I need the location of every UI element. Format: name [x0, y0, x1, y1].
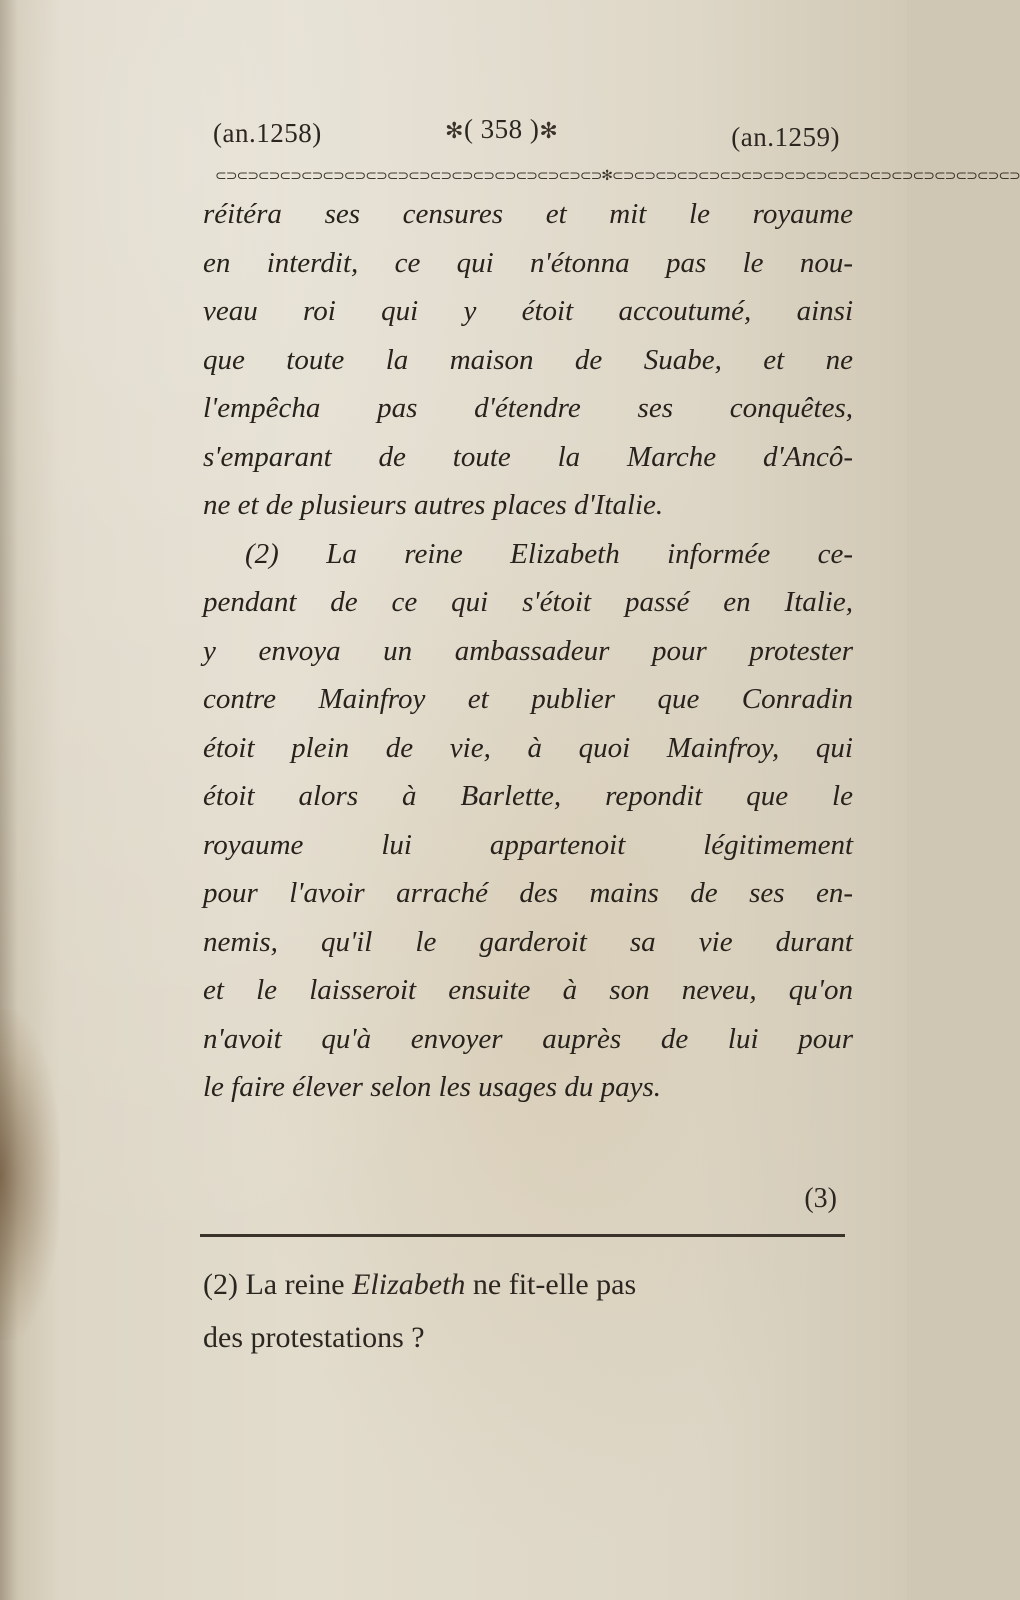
- catchword: (3): [804, 1183, 837, 1214]
- text-line: contre Mainfroy et publier que Conradin: [203, 683, 853, 715]
- text-line: réitéra ses censures et mit le royaume: [203, 198, 853, 230]
- footnote-line-2: des protestations ?: [203, 1321, 425, 1354]
- text-line: pendant de ce qui s'étoit passé en Italie,: [203, 586, 853, 618]
- text-line: l'empêcha pas d'étendre ses conquêtes,: [203, 392, 853, 424]
- text-line: veau roi qui y étoit accoutumé, ainsi: [203, 295, 853, 327]
- footnote-line-1: [203, 1258, 843, 1311]
- footnote-prefix: (2) La reine: [203, 1268, 353, 1301]
- text-line: pour l'avoir arraché des mains de ses en-: [203, 877, 853, 909]
- text-line: ne et de plusieurs autres places d'Italie.: [203, 489, 664, 521]
- page-number: [445, 114, 558, 145]
- text-line: (2) La reine Elizabeth informée ce-: [245, 537, 853, 570]
- footnote: [203, 1258, 843, 1364]
- text-line: s'emparant de toute la Marche d'Ancô-: [203, 440, 853, 473]
- footnote-suffix: ne fit-elle pas: [465, 1268, 637, 1301]
- ornament-left-icon: ✻: [445, 118, 464, 143]
- main-text: [203, 190, 853, 1112]
- page-stain: [0, 1010, 60, 1340]
- text-line: étoit alors à Barlette, repondit que le: [203, 780, 853, 812]
- text-line: nemis, qu'il le garderoit sa vie durant: [203, 925, 853, 958]
- text-line: n'avoit qu'à envoyer auprès de lui pour: [203, 1022, 853, 1055]
- ornament-right-icon: ✻: [539, 118, 559, 143]
- running-header: [205, 112, 850, 152]
- text-line: y envoya un ambassadeur pour protester: [203, 634, 853, 667]
- text-line: que toute la maison de Suabe, et ne: [203, 343, 853, 376]
- footnote-rule: [200, 1234, 845, 1237]
- text-line: royaume lui appartenoit légitimement: [203, 828, 853, 861]
- text-line: le faire élever selon les usages du pays.: [203, 1071, 661, 1103]
- ornamental-rule: ⊂⊃⊂⊃⊂⊃⊂⊃⊂⊃⊂⊃⊂⊃⊂⊃⊂⊃⊂⊃⊂⊃⊂⊃⊂⊃⊂⊃⊂⊃⊂⊃⊂⊃⊂⊃✻⊂⊃⊂⊃⊂⊃⊂⊃⊂⊃⊂⊃⊂⊃⊂⊃⊂⊃⊂⊃⊂⊃⊂⊃⊂⊃⊂⊃⊂⊃⊂⊃⊂⊃⊂⊃⊂⊃: [215, 168, 1020, 184]
- text-line: étoit plein de vie, à quoi Mainfroy, qui: [203, 731, 853, 764]
- text-line: en interdit, ce qui n'étonna pas le nou-: [203, 246, 853, 279]
- header-year-left: (an.1258): [213, 118, 322, 148]
- header-year-right: (an.1259): [731, 122, 840, 152]
- footnote-name: Elizabeth: [352, 1268, 466, 1301]
- page-number-text: ( 358 ): [463, 114, 540, 144]
- text-line: et le laisseroit ensuite à son neveu, qu'on: [203, 974, 853, 1006]
